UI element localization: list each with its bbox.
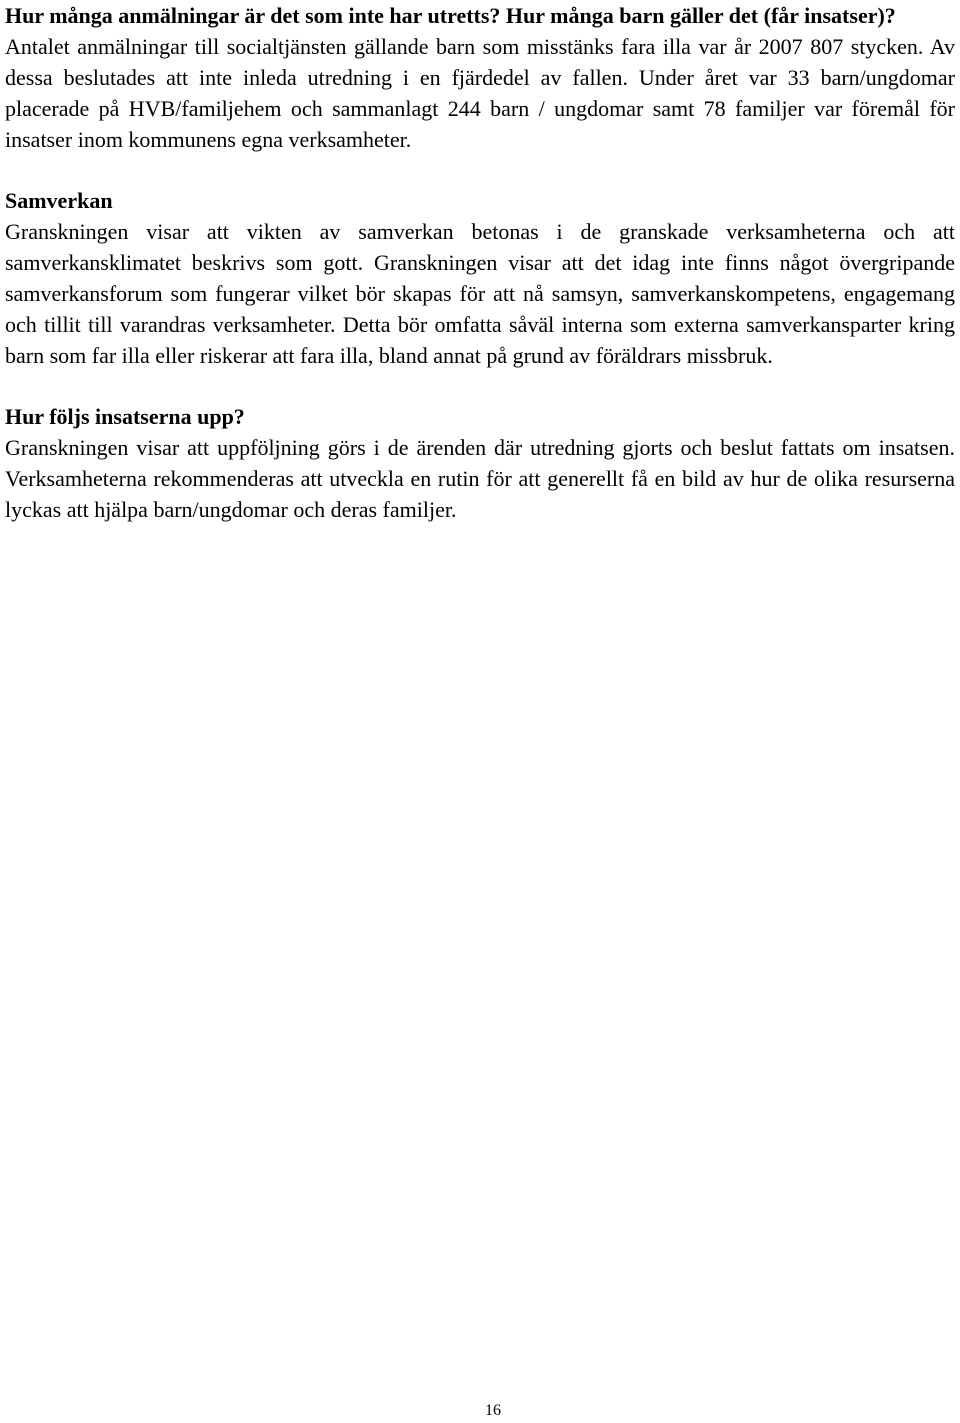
section-heading-anmalningar: Hur många anmälningar är det som inte har utretts? Hur många barn gäller det (får insatser)?	[5, 3, 896, 28]
section-body-samverkan: Granskningen visar att vikten av samverkan betonas i de granskade verksamheterna och att samverkansklimatet beskrivs som gott. Granskningen visar att det idag inte finns något övergripande samverkansforum som fungerar vilket bör skapas för att nå samsyn, samverkanskompetens, engagemang och tillit till varandras verksamheter. Detta bör omfatta såväl interna som externa samverkansparter kring barn som far illa eller riskerar att fara illa, bland annat på grund av föräldrars missbruk.	[5, 219, 955, 368]
section-anmalningar	[5, 0, 955, 155]
section-body-uppfoljning: Granskningen visar att uppföljning görs i de ärenden där utredning gjorts och beslut fattats om insatsen. Verksamheterna rekommenderas att utveckla en rutin för att generellt få en bild av hur de olika resurserna lyckas att hjälpa barn/ungdomar och deras familjer.	[5, 435, 955, 522]
section-heading-uppfoljning: Hur följs insatserna upp?	[5, 404, 245, 429]
section-samverkan	[5, 185, 955, 371]
section-body-anmalningar: Antalet anmälningar till socialtjänsten gällande barn som misstänks fara illa var år 2007 807 stycken. Av dessa beslutades att inte inleda utredning i en fjärdedel av fallen. Under året var 33 barn/ungdomar placerade på HVB/familjehem och sammanlagt 244 barn / ungdomar samt 78 familjer var föremål för insatser inom kommunens egna verksamheter.	[5, 34, 955, 152]
section-uppfoljning	[5, 401, 955, 525]
document-page	[5, 0, 955, 525]
section-spacer	[5, 371, 955, 401]
section-spacer	[5, 155, 955, 185]
page-number: 16	[485, 1402, 501, 1419]
section-heading-samverkan: Samverkan	[5, 188, 113, 213]
